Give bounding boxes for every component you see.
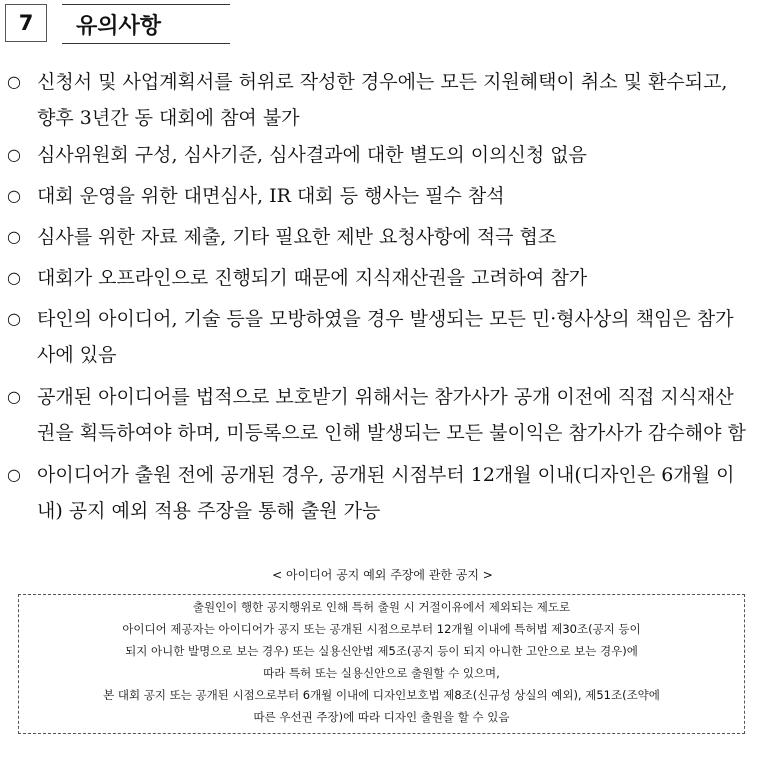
circle-bullet-icon: ○ xyxy=(7,309,21,328)
notice-list xyxy=(0,64,765,529)
circle-bullet-icon: ○ xyxy=(7,72,21,91)
list-item xyxy=(0,379,765,451)
list-item-text: 아이디어가 출원 전에 공개된 경우, 공개된 시점부터 12개월 이내(디자인은 6개월 이내) 공지 예외 적용 주장을 통해 출원 가능 xyxy=(37,464,735,522)
section-number: 7 xyxy=(5,4,47,42)
list-item-text: 대회 운영을 위한 대면심사, IR 대회 등 행사는 필수 참석 xyxy=(37,185,505,207)
section-title: 유의사항 xyxy=(62,4,230,44)
note-line: 따라 특허 또는 실용신안으로 출원할 수 있으며, xyxy=(263,666,500,680)
note-line: 출원인이 행한 공지행위로 인해 특허 출원 시 거절이유에서 제외되는 제도로 xyxy=(192,600,571,614)
circle-bullet-icon: ○ xyxy=(7,227,21,246)
note-line: 아이디어 제공자는 아이디어가 공지 또는 공개된 시점으로부터 12개월 이내에 특허법 제30조(공지 등이 xyxy=(122,622,641,636)
list-item-text: 타인의 아이디어, 기술 등을 모방하였을 경우 발생되는 모든 민·형사상의 책임은 참가사에 있음 xyxy=(37,308,734,366)
note-line: 되지 아니한 발명으로 보는 경우) 또는 실용신안법 제5조(공지 등이 되지 아니한 고안으로 보는 경우)에 xyxy=(125,644,638,658)
list-item-text: 심사를 위한 자료 제출, 기타 필요한 제반 요청사항에 적극 협조 xyxy=(37,226,557,248)
list-item-text: 대회가 오프라인으로 진행되기 때문에 지식재산권을 고려하여 참가 xyxy=(37,267,588,289)
circle-bullet-icon: ○ xyxy=(7,186,21,205)
circle-bullet-icon: ○ xyxy=(7,268,21,287)
list-item-text: 공개된 아이디어를 법적으로 보호받기 위해서는 참가사가 공개 이전에 직접 지식재산권을 획득하여야 하며, 미등록으로 인해 발생되는 모든 불이익은 참가사가 감수해야 함 xyxy=(37,386,746,444)
note-box xyxy=(18,594,745,734)
list-item xyxy=(0,137,765,173)
list-item xyxy=(0,457,765,529)
circle-bullet-icon: ○ xyxy=(7,145,21,164)
circle-bullet-icon: ○ xyxy=(7,387,21,406)
list-item xyxy=(0,301,765,373)
circle-bullet-icon: ○ xyxy=(7,465,21,484)
list-item-text: 심사위원회 구성, 심사기준, 심사결과에 대한 별도의 이의신청 없음 xyxy=(37,144,587,166)
list-item-text: 신청서 및 사업계획서를 허위로 작성한 경우에는 모든 지원혜택이 취소 및 환수되고, 향후 3년간 동 대회에 참여 불가 xyxy=(37,71,728,129)
list-item xyxy=(0,64,765,136)
note-line: 따른 우선권 주장)에 따라 디자인 출원을 할 수 있음 xyxy=(253,710,510,724)
note-caption: < 아이디어 공지 예외 주장에 관한 공지 > xyxy=(272,568,493,582)
note-line: 본 대회 공지 또는 공개된 시점으로부터 6개월 이내에 디자인보호법 제8조(신규성 상실의 예외), 제51조(조약에 xyxy=(103,688,660,702)
list-item xyxy=(0,260,765,296)
list-item xyxy=(0,219,765,255)
list-item xyxy=(0,178,765,214)
